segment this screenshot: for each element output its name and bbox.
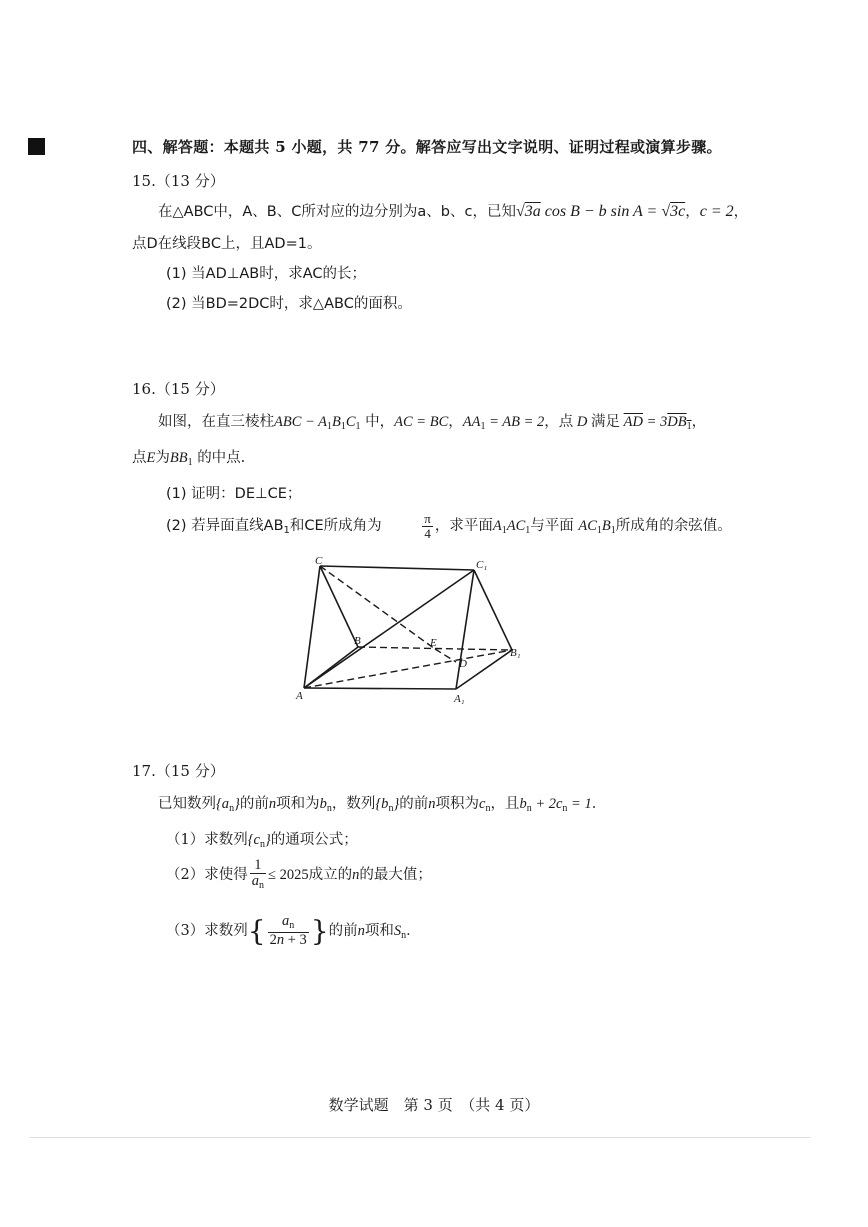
q16-intro-line2: 点E为$BB_1$ 的中点.: [132, 450, 246, 468]
label-D: D: [459, 658, 467, 670]
label-E: E: [430, 637, 437, 649]
label-C1: C₁: [476, 559, 488, 571]
segment-E-D: [435, 649, 456, 662]
q16-part1: (1) 证明：DE⊥CE；: [166, 486, 302, 502]
page-footer: 数学试题 第 3 页 （共 4 页）: [328, 1096, 540, 1114]
label-A1: A₁: [454, 693, 465, 705]
edge-A-A1: [304, 688, 456, 689]
edge-C-C1: [320, 566, 474, 570]
footer-divider: [30, 1137, 810, 1138]
label-B: B: [354, 635, 361, 647]
q17-relation: $b_n + 2c_n = 1$: [519, 796, 592, 814]
label-B1: B₁: [510, 647, 521, 659]
q16-plane1: $A_1AC_1$: [492, 518, 531, 537]
q16-cond2: $AA_1$ = AB = 2: [462, 414, 545, 432]
q15-intro-text: 在△ABC中，A、B、C所对应的边分别为a、b、c，已知: [158, 204, 516, 220]
q16-number: 16.（15 分）: [132, 380, 225, 398]
q17-intro: 已知数列$\{a_n\}$的前n项和为$b_n$，数列$\{b_n\}$的前n项积为$c_n$，且$b_n + 2c_n = 1$．: [158, 796, 607, 814]
q17-part2: （2）求使得 $\frac{1}{a_n}$ ≤ 2025成立的n的最大值；: [166, 857, 432, 892]
q15-part1: (1) 当AD⊥AB时，求AC的长；: [166, 266, 367, 282]
q15-number: 15.（13 分）: [132, 172, 225, 190]
section-heading: 四、解答题：本题共 5 小题，共 77 分。解答应写出文字说明、证明过程或演算步骤。: [132, 138, 722, 156]
q16-vector-cond: $\overline{AD} = 3DB_1$: [623, 414, 692, 432]
q16-intro: 如图，在直三棱柱ABC − $A_1B_1C_1$ 中，AC = BC，$AA_1$ = AB = 2，点 D 满足 $\overline{AD} = 3DB_1$，: [158, 414, 707, 432]
edge-C1-A1: [456, 570, 474, 689]
label-A: A: [296, 690, 303, 702]
q15-c-value: c = 2: [699, 203, 734, 220]
edge-C-B: [320, 566, 358, 647]
label-C: C: [315, 555, 323, 567]
q17-number: 17.（15 分）: [132, 762, 225, 780]
segment-A-B1: [304, 650, 512, 688]
q17-inequality-fraction: $\frac{1}{a_n}$: [251, 857, 264, 892]
edge-C-A: [304, 566, 320, 688]
q15-equation: √3a cos B − b sin A = √3c: [515, 203, 686, 220]
q17-part1: （1）求数列$\{c_n\}$的通项公式；: [166, 832, 358, 850]
q16-part2: (2) 若异面直线$AB_1$和CE所成角为 $\frac{\pi}{4}$ ，求平面$A_1AC_1$与平面 $AC_1B_1$所成角的余弦值。: [166, 511, 732, 541]
q15-intro: 在△ABC中，A、B、C所对应的边分别为a、b、c，已知√3a cos B − b sin A = √3c，c = 2，: [158, 203, 749, 220]
edge-C1-B1: [474, 570, 512, 650]
q17-sequence-fraction: $\frac{a_n}{2n + 3}$: [269, 913, 307, 948]
q15-intro-line2: 点D在线段BC上，且AD=1。: [132, 236, 322, 252]
q16-angle-fraction: $\frac{\pi}{4}$: [424, 511, 431, 541]
q16-prism-name: ABC − $A_1B_1C_1$: [274, 414, 361, 432]
q16-cond1: AC = BC: [394, 414, 449, 430]
q17-part3: （3）求数列{ $\frac{a_n}{2n + 3}$ }的前n项和$S_n$．: [166, 913, 421, 948]
prism-figure: [290, 554, 530, 706]
q16-plane2: $AC_1B_1$: [578, 518, 616, 537]
q15-part2: (2) 当BD=2DC时，求△ABC的面积。: [166, 296, 412, 312]
edge-A-B: [304, 647, 358, 688]
section-marker: [28, 138, 45, 155]
